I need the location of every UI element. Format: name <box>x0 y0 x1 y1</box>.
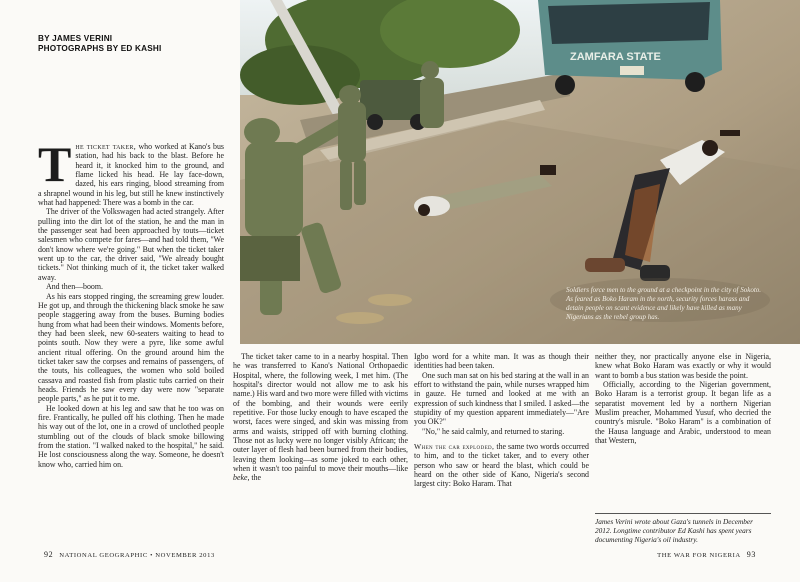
footer-left <box>38 550 215 559</box>
paragraph-11: neither they, nor practically anyone else in Nigeria, knew what Boko Haram was exactly or why it would want to bomb a bus station was beside the point. <box>595 352 771 380</box>
byline <box>38 34 162 54</box>
magazine-issue: NATIONAL GEOGRAPHIC • NOVEMBER 2013 <box>59 552 215 559</box>
footer-right <box>657 550 762 559</box>
article-column-1 <box>38 136 224 469</box>
photographer-credit: PHOTOGRAPHS BY ED KASHI <box>38 44 162 53</box>
page-number-left: 92 <box>44 550 54 559</box>
article-column-4 <box>595 352 771 445</box>
page-number-right: 93 <box>746 550 756 559</box>
paragraph-4: As his ears stopped ringing, the screaming grew louder. He got up, and through the thickening black smoke he saw people staggering away from the buses. Burning bodies hung from what had been their windows. Moments before, they had been sleek, new 60-seaters waiting to head to points south. Now they were a pyre, like some awful ancient ritual offering. On the ground around him the ticket taker saw the corpses and remains of passengers, of the touts, his colleagues, the women who sold boiled cassava and roasted fish from plastic tubs carried on their heads. Friends he saw every day were now "separate people parts," as he put it to me. <box>38 291 224 404</box>
paragraph-1 <box>38 136 224 208</box>
bus-sign-text: ZAMFARA STATE <box>570 51 661 63</box>
paragraph-2: The driver of the Volkswagen had acted strangely. After pulling into the dirt lot of the station, he and the man in the passenger seat had been approached by touts—ticket salesmen who compete for fares—and had told them, "We don't know where we're going." But when the ticket taker went up to the car, the driver said, "We already bought tickets." Not thinking much of it, the ticket taker walked away. <box>38 207 224 282</box>
section-paragraph-text: the same two words occurred to him, and to the ticket taker, and to every other person who saw or heard the blast, which could be heard on the other side of Kano, Nigeria's second largest city: Boko Haram. That <box>414 442 590 489</box>
paragraph-9: "No," he said calmly, and returned to staring. <box>422 426 565 436</box>
paragraph-5: He looked down at his leg and saw that he too was on fire. Frantically, he pulled off his clothing. Then he made his way out of the lot, one in a crowd of unclothed people stumbling out of the clouds of black smoke billowing from the station. "I walked naked to the hospital," he said. He lost consciousness along the way. Someone, he doesn't know who, carried him on. <box>38 403 224 469</box>
paragraph-1-text: who worked at Kano's bus station, had his back to the blast. Before he heard it, it knocked him to the ground, and flame licked his head. He lay face-down, dazed, his ears ringing, blood streaming from a shrapnel wound in his leg, but still he knew instinctively what had happened: There was a bomb in the car. <box>38 142 224 208</box>
paragraph-12: Officially, according to the Nigerian government, Boko Haram is a terrorist group. It began life as a separatist movement led by a northern Nigerian Muslim preacher, Mohammed Yusuf, who decried the country's misrule. "Boko Haram" is a combination of the Hausa language and Arabic, understood to mean that Western, <box>595 380 771 446</box>
paragraph-3: And then—boom. <box>46 282 103 292</box>
author-credit: BY JAMES VERINI <box>38 34 113 43</box>
section-paragraph <box>414 442 589 489</box>
lead-in: he ticket taker, <box>75 142 136 151</box>
drop-cap: T <box>38 136 72 192</box>
paragraph-7: Igbo word for a white man. It was as though their identities had been taken. <box>414 352 589 371</box>
paragraph-8: One such man sat on his bed staring at the wall in an effort to withstand the pain, while nurses wrapped him in gauze. He turned and looked at me with an expression of such kindness that I smiled. I asked—the stupidity of my question apparent immediately—"Are you OK?" <box>414 370 589 427</box>
article-column-3 <box>414 352 589 489</box>
paragraph-6-end: , the <box>247 473 262 483</box>
paragraph-6 <box>233 352 408 483</box>
paragraph-6-text: The ticket taker came to in a nearby hospital. Then he was transferred to Kano's National Orthopaedic Hospital, where, the following week, I met him. (The hospital's director would not allow me to ask his name.) His ward and two more were filled with victims of the bombing, and their wounds were eerily repetitive. For those lucky enough to have escaped the worst, faces were singed, and skin was missing from arms and waists, stripped off with burning clothing. Those not as lucky were no longer visibly African; the outer layer of flesh had been burned from their bodies, leaving them looking—as some joked to each other, when it wasn't too painful to move their mouths—like <box>233 352 408 474</box>
photo-caption: Soldiers force men to the ground at a checkpoint in the city of Sokoto. As feared as Boko Haram in the north, security forces harass and detain people on scant evidence and likely have killed as many Nigerians as the rebel group has. <box>566 286 762 321</box>
story-title: THE WAR FOR NIGERIA <box>657 552 741 559</box>
contributor-bio: James Verini wrote about Gaza's tunnels in December 2012. Longtime contributor Ed Kashi has spent years documenting Nigeria's oil industry. <box>595 513 771 544</box>
section-lead-in: When the car exploded, <box>414 442 495 452</box>
article-column-2 <box>233 352 408 483</box>
italic-word: beke <box>233 473 248 483</box>
